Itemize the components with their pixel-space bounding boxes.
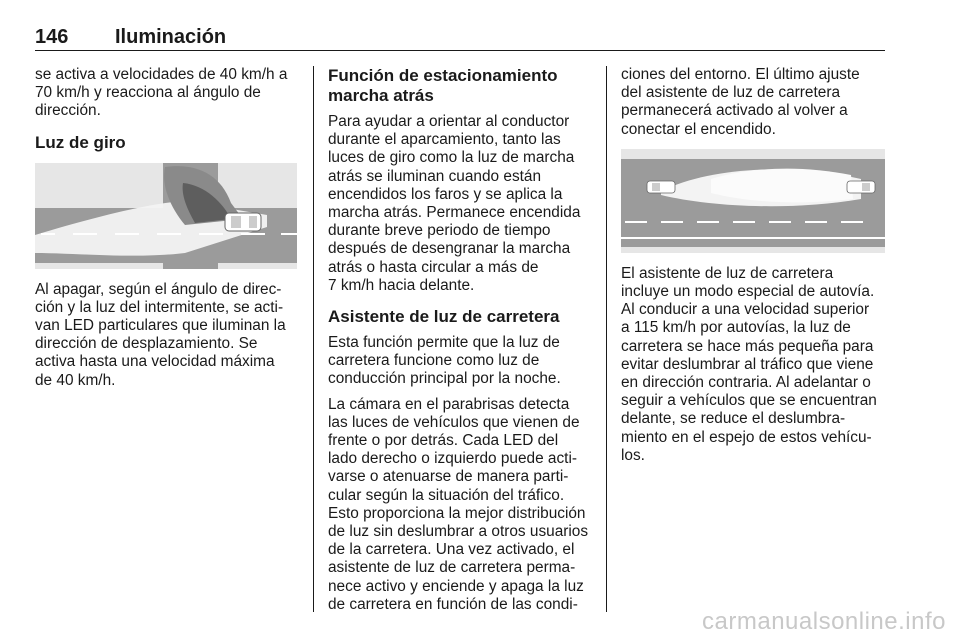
text-line: El asistente de luz de carretera	[621, 264, 834, 282]
text-line: 70 km/h y reacciona al ángulo de	[35, 84, 261, 102]
text-line: se activa a velocidades de 40 km/h a	[35, 66, 288, 83]
text-line: de la carretera. Una vez activado, el	[328, 541, 575, 559]
car-icon	[647, 181, 675, 193]
text-line: encendidos los faros y se aplica la	[328, 185, 563, 203]
heading-line: Función de estacionamiento	[328, 66, 558, 85]
text-line: conducción principal por la noche.	[328, 370, 561, 388]
text-line: ción y la luz del intermitente, se acti-	[35, 298, 284, 316]
text-line: Para ayudar a orientar al conductor	[328, 113, 570, 130]
text-line: Esto proporciona la mejor distribución	[328, 504, 586, 522]
column-divider-left	[313, 66, 314, 612]
text-line: asistente de luz de carretera perma-	[328, 559, 576, 577]
text-line: dirección de desplazamiento. Se	[35, 335, 258, 353]
text-line: delante, se reduce el deslumbra-	[621, 410, 846, 428]
text-line: en dirección contraria. Al adelantar o	[621, 374, 871, 392]
text-line: las luces de vehículos que vienen de	[328, 413, 580, 431]
text-line: después de desengranar la marcha	[328, 240, 571, 258]
text-line: Al apagar, según el ángulo de direc-	[35, 280, 282, 298]
text-line: nece activo y enciende y apaga la luz	[328, 577, 584, 595]
text-line: cular según la situación del tráfico.	[328, 486, 565, 504]
page-header	[35, 24, 885, 51]
text-line: luces de giro como la luz de marcha	[328, 149, 575, 167]
text-line: atrás o hasta circular a más de	[328, 258, 539, 276]
text-line: seguir a vehículos que se encuentran	[621, 392, 877, 410]
text-line: permanecerá activado al volver a	[621, 102, 848, 120]
text-line: de 40 km/h.	[35, 371, 116, 389]
reverse-parking-paragraph	[328, 113, 592, 295]
text-line: atrás se iluminan cuando están	[328, 167, 542, 185]
text-line: dirección.	[35, 102, 101, 120]
text-line: marcha atrás. Permanece encendida	[328, 204, 581, 222]
high-beam-paragraph-2	[328, 396, 592, 614]
text-line: de luz sin deslumbrar a otros usuarios	[328, 523, 589, 541]
text-line: del asistente de luz de carretera	[621, 84, 841, 102]
car-icon	[225, 213, 261, 231]
intro-paragraph	[35, 66, 299, 121]
text-line: Al conducir a una velocidad superior	[621, 301, 870, 319]
text-line: ciones del entorno. El último ajuste	[621, 66, 860, 83]
high-beam-paragraph-3	[621, 66, 887, 139]
oncoming-car-icon	[847, 181, 875, 193]
text-line: frente o por detrás. Cada LED del	[328, 432, 559, 450]
text-line: durante breve periodo de tiempo	[328, 222, 551, 240]
text-line: durante el aparcamiento, tanto las	[328, 131, 561, 149]
text-line: 7 km/h hacia delante.	[328, 276, 475, 294]
cornering-light-illustration	[35, 163, 297, 269]
text-line: La cámara en el parabrisas detecta	[328, 395, 570, 413]
heading-high-beam-assist: Asistente de luz de carretera	[328, 307, 560, 327]
text-line: incluye un modo especial de autovía.	[621, 283, 875, 301]
text-line: los.	[621, 446, 645, 464]
motorway-mode-illustration	[621, 149, 885, 253]
column-divider-right	[606, 66, 607, 612]
text-line: conectar el encendido.	[621, 120, 776, 138]
cornering-light-paragraph	[35, 281, 299, 390]
motorway-mode-paragraph	[621, 265, 887, 465]
text-line: van LED particulares que iluminan la	[35, 317, 286, 335]
text-line: a 115 km/h por autovías, la luz de	[621, 319, 851, 337]
text-line: miento en el espejo de estos vehícu-	[621, 428, 872, 446]
text-line: de carretera en función de las condi-	[328, 595, 578, 613]
text-line: varse o atenuarse de manera parti-	[328, 468, 569, 486]
text-line: carretera se hace más pequeña para	[621, 337, 874, 355]
text-line: carretera funcione como luz de	[328, 352, 540, 370]
column-1	[35, 66, 299, 397]
high-beam-paragraph-1	[328, 334, 592, 389]
text-line: Esta función permite que la luz de	[328, 334, 560, 352]
heading-line: marcha atrás	[328, 86, 434, 105]
section-title: Iluminación	[115, 26, 227, 48]
heading-luz-de-giro: Luz de giro	[35, 132, 126, 152]
text-line: lado derecho o izquierdo puede acti-	[328, 450, 577, 468]
lane-markings	[41, 233, 297, 235]
column-3	[621, 66, 887, 472]
column-2	[328, 66, 592, 621]
watermark-text: carmanualsonline.info	[702, 608, 946, 635]
heading-reverse-parking	[328, 66, 592, 106]
page-number: 146	[35, 26, 69, 48]
text-line: evitar deslumbrar al tráfico que viene	[621, 355, 874, 373]
text-line: activa hasta una velocidad máxima	[35, 353, 275, 371]
